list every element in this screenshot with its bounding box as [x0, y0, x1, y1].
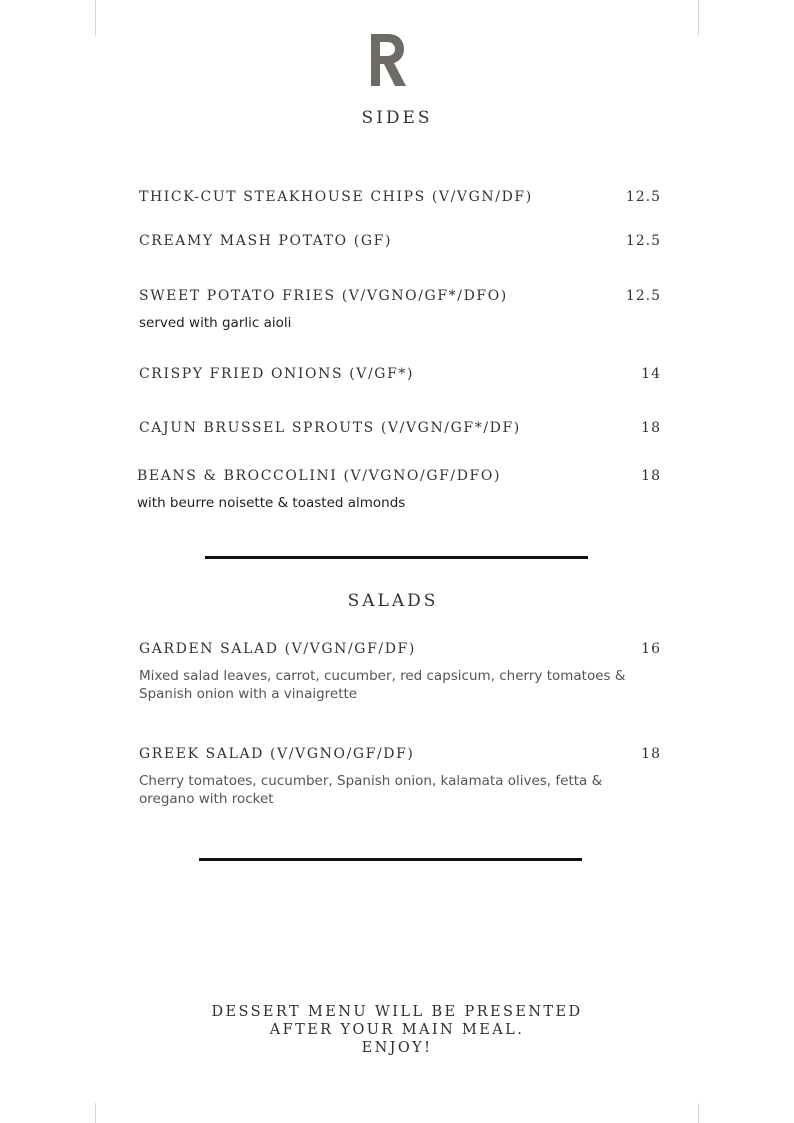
item-description: Mixed salad leaves, carrot, cucumber, red capsicum, cherry tomatoes & Spanish onion with a vinaigrette	[139, 668, 626, 702]
brand-logo	[370, 34, 406, 86]
section-divider	[205, 556, 588, 559]
item-name: CREAMY MASH POTATO (GF)	[139, 233, 393, 249]
logo-r-glyph	[371, 34, 406, 86]
item-description: served with garlic aioli	[139, 315, 292, 331]
item-name: BEANS & BROCCOLINI (V/VGNO/GF/DFO)	[137, 468, 502, 484]
menu-item	[139, 420, 661, 440]
section-divider	[199, 858, 582, 861]
menu-item	[139, 189, 661, 209]
item-name: GREEK SALAD (V/VGNO/GF/DF)	[139, 746, 415, 762]
menu-item	[139, 366, 661, 386]
item-price: 18	[641, 746, 661, 762]
item-name: GARDEN SALAD (V/VGN/GF/DF)	[139, 641, 416, 657]
crop-mark-top-left	[95, 0, 96, 36]
item-price: 14	[641, 366, 661, 382]
menu-item	[137, 468, 661, 512]
item-description: Cherry tomatoes, cucumber, Spanish onion, kalamata olives, fetta & oregano with rocket	[139, 773, 603, 807]
item-description: with beurre noisette & toasted almonds	[137, 495, 406, 511]
crop-mark-bottom-left	[95, 1103, 96, 1123]
menu-item	[139, 641, 661, 703]
menu-item	[139, 288, 661, 332]
item-price: 16	[641, 641, 661, 657]
item-price: 18	[641, 468, 661, 484]
crop-mark-top-right	[698, 0, 699, 36]
item-price: 12.5	[625, 288, 661, 304]
item-name: THICK-CUT STEAKHOUSE CHIPS (V/VGN/DF)	[139, 189, 533, 205]
item-name: SWEET POTATO FRIES (V/VGNO/GF*/DFO)	[139, 288, 508, 304]
menu-item	[139, 746, 661, 808]
dessert-note-line-2: AFTER YOUR MAIN MEAL.	[269, 1022, 525, 1038]
dessert-note-line-1: DESSERT MENU WILL BE PRESENTED	[211, 1004, 583, 1020]
dessert-note-line-3: ENJOY!	[361, 1040, 433, 1056]
menu-item	[139, 233, 661, 253]
dessert-note	[0, 1003, 794, 1057]
item-price: 12.5	[625, 189, 661, 205]
item-price: 18	[641, 420, 661, 436]
salads-heading: SALADS	[347, 591, 439, 611]
item-name: CAJUN BRUSSEL SPROUTS (V/VGN/GF*/DF)	[139, 420, 521, 436]
crop-mark-bottom-right	[698, 1103, 699, 1123]
sides-heading: SIDES	[361, 108, 433, 128]
item-name: CRISPY FRIED ONIONS (V/GF*)	[139, 366, 415, 382]
item-price: 12.5	[625, 233, 661, 249]
